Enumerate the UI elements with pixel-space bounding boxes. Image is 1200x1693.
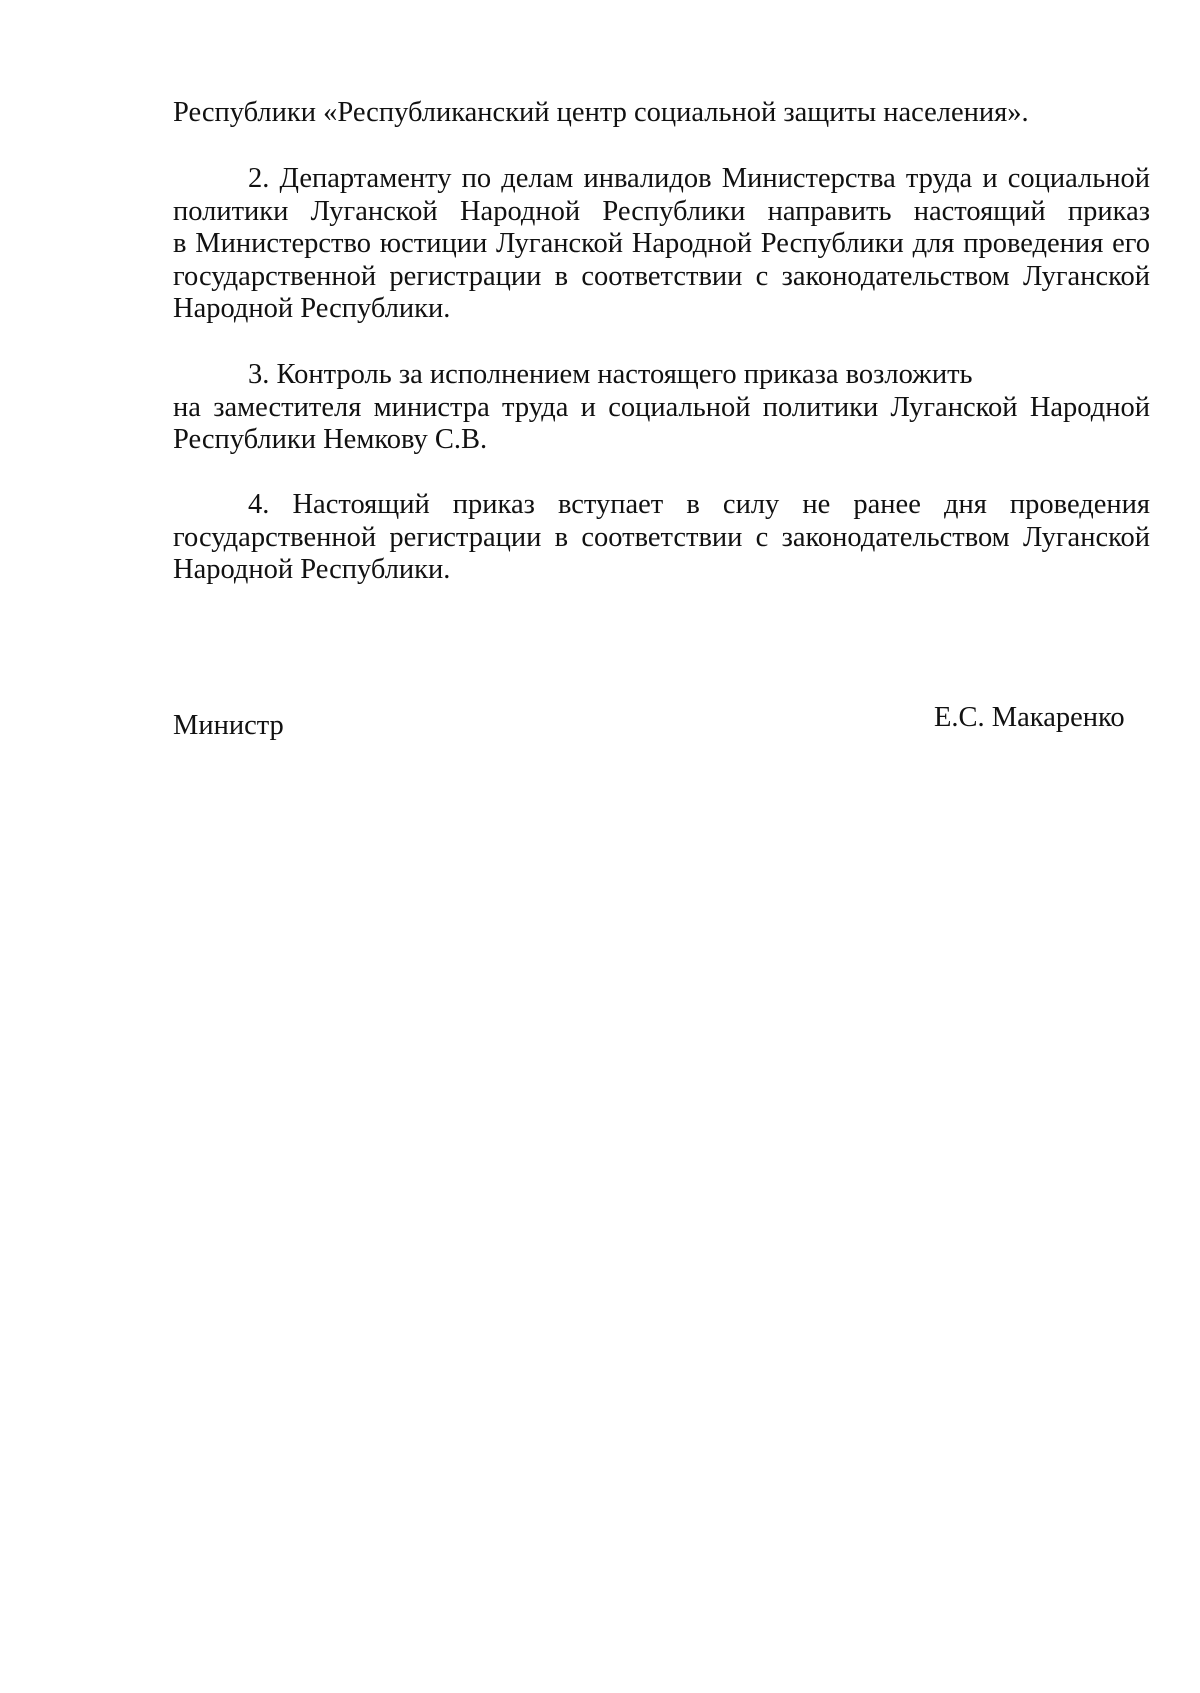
signature-name: Е.С. Макаренко [934, 702, 1125, 733]
paragraph-2 [173, 163, 1150, 326]
text-line: 4. Настоящий приказ вступает в силу не ранее дня проведения [248, 489, 1150, 520]
text-line: 2. Департаменту по делам инвалидов Министерства труда и социальной [248, 163, 1150, 194]
text-line: Народной Республики. [173, 554, 451, 585]
text-line: политики Луганской Народной Республики направить настоящий приказ [173, 195, 1150, 227]
text-line: Республики Немкову С.В. [173, 424, 488, 455]
text-line: государственной регистрации в соответствии с законодательством Луганской [173, 521, 1150, 553]
text-line: Народной Республики. [173, 293, 451, 324]
text-line: Республики «Республиканский центр социальной защиты населения». [173, 97, 1029, 128]
paragraph-3 [173, 359, 1150, 457]
paragraph-4 [173, 489, 1150, 587]
paragraph-1-continuation [173, 97, 1150, 130]
text-line: государственной регистрации в соответствии с законодательством Луганской [173, 260, 1150, 292]
text-line: 3. Контроль за исполнением настоящего приказа возложить [248, 359, 973, 390]
text-line: на заместителя министра труда и социальной политики Луганской Народной [173, 391, 1150, 423]
text-line: в Министерство юстиции Луганской Народной Республики для проведения его [173, 228, 1150, 259]
signature-position: Министр [173, 710, 284, 741]
